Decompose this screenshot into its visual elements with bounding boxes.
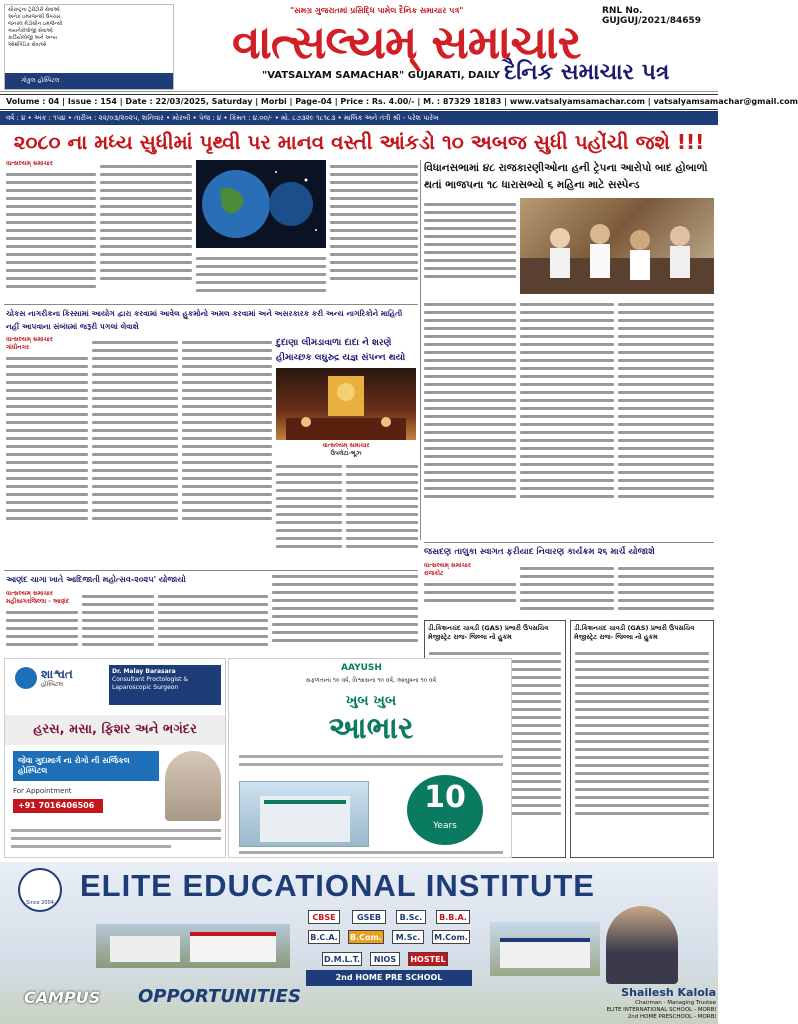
article-6-title: જસદણ તાલુકા સ્વાગત ફરીયાદ નિવારણ કાર્યક્રમ ૨૬ માર્ચે યોજાશે — [424, 547, 655, 557]
doctor-box — [109, 665, 221, 705]
article-4-col-3 — [272, 570, 418, 654]
course-pill: GSEB — [352, 910, 386, 924]
campus-photo-2 — [490, 922, 600, 976]
appointment-label: For Appointment — [13, 787, 72, 795]
course-pill: CBSE — [308, 910, 340, 924]
article-1-col-4 — [330, 160, 418, 302]
notice-1-title: ડી.કિશનચંદ ચાવડી (GAS) પ્રભારી ઉપસચિવ મેજીસ્ટ્રેટ રાજ- જિલ્લા નો હુકમ — [428, 624, 549, 641]
aayush-hospital-ad — [228, 658, 512, 858]
hospital-sub: હોસ્પિટલ — [41, 681, 64, 688]
lead-headline: ૨૦૮૦ ના મધ્ય સુધીમાં પૃથ્વી પર માનવ વસ્તી આંકડો ૧૦ અબજ સુધી પહોંચી જશે !!! — [13, 130, 705, 154]
elite-institute-ad — [0, 862, 718, 1024]
notice-2-body — [575, 647, 709, 853]
doctor-photo — [165, 751, 221, 821]
preschool-banner: 2nd HOME PRE SCHOOL — [306, 970, 472, 986]
notice-2-title: ડી.કિશનચંદ ચાવડી (GAS) પ્રભારી ઉપસચિવ મેજીસ્ટ્રેટ રાજ- જિલ્લા નો હુકમ — [574, 624, 695, 641]
opportunities-word: OPPORTUNITIES — [138, 986, 301, 1007]
ten-years-badge — [407, 775, 483, 845]
thanks-big: આભાર — [328, 711, 414, 746]
temple-yagna-photo — [276, 368, 416, 440]
ad-line: અનેક ઇમરજન્સી ઉપચાર — [8, 14, 61, 20]
elite-title: ELITE EDUCATIONAL INSTITUTE — [80, 868, 595, 903]
ad-line: ઓર્થોપેડિક સેવાઓ — [8, 42, 47, 48]
byline: વાત્સલ્યમ્ સમાચાર — [6, 160, 53, 167]
section-rule — [4, 304, 418, 305]
article-2-col-4 — [618, 298, 714, 538]
article-2-col-1 — [424, 198, 516, 294]
course-pill: D.M.L.T. — [322, 952, 362, 966]
course-pill: HOSTEL — [408, 952, 448, 966]
elite-logo-icon — [18, 868, 62, 912]
chairman-title-1: Chairman - Managing Trustee — [635, 1000, 716, 1006]
article-1-col-1 — [6, 160, 96, 300]
course-pill: M.Sc. — [392, 930, 424, 944]
photo-caption: વાત્સલ્યમ્ સમાચાર — [322, 442, 370, 449]
since-label: Since 2004 — [26, 900, 54, 906]
article-6-col-1 — [424, 562, 516, 616]
volume-line: Volume : 04 | Issue : 154 | Date : 22/03/2025, Saturday | Morbi | Page-04 | Price : Rs. 4.00/- | M. : 87329 18183 | www.vatsalyamsamachar.com | vatsalyamsamachar@gmail.com — [0, 94, 718, 110]
article-3-col-1 — [6, 336, 88, 566]
article-2-col-2 — [424, 298, 516, 538]
byline-place: મહીસાગરજિલ્લા - આણંદ — [6, 598, 70, 605]
subtitle-gujarati: દૈનિક સમાચાર પત્ર — [504, 60, 670, 85]
article-5-col-2 — [82, 590, 154, 654]
campus-photo — [96, 924, 290, 968]
campus-word: CAMPUS — [24, 988, 101, 1007]
aayush-tagline: સફળતાના ૧૦ વર્ષ, વિશ્વાસના ૧૦ વર્ષ, આયુષના ૧૦ વર્ષ — [305, 677, 437, 684]
article-4-col-2 — [346, 460, 418, 566]
course-pill: B.Com. — [348, 930, 384, 944]
shashwat-hospital-ad — [4, 658, 226, 858]
newspaper-logo: વાત્સલ્યમ્ સમાચાર — [232, 15, 581, 69]
article-2-col-3 — [520, 298, 614, 538]
section-rule — [424, 542, 714, 543]
photo-caption-place: ઉપલેટા-ભૂઝ — [330, 450, 362, 457]
notice-box-2 — [570, 620, 714, 858]
earth-image — [196, 160, 326, 248]
article-2-title: વિધાનસભામાં ૪૮ રાજકારણીઓના હની ટ્રેપના આરોપો બાદ હોબાળો થતાં ભાજપના ૧૮ ધારાસભ્યો ૬ મહિના માટે સસ્પેન્ડ — [424, 162, 708, 191]
byline-place: ગાંધીનગર — [6, 344, 30, 351]
chairman-name: Shailesh Kalola — [621, 986, 716, 999]
chairman-title-3: 2nd HOME PRESCHOOL - MORBI — [627, 1014, 716, 1020]
hospital-building-photo — [239, 781, 369, 847]
badge-sub: Years — [433, 821, 457, 831]
hospital-logo-icon — [15, 667, 37, 689]
column-rule — [420, 160, 421, 540]
article-3-col-3 — [182, 336, 272, 566]
byline: વાત્સલ્યમ્ સમાચાર — [6, 590, 53, 597]
article-5-title: આણંદ ચાગા ખાતે આદિજાતી મહોત્સવ-૨૦૨૫' યોજાયો — [6, 575, 186, 584]
gujarati-info-strip: વર્ષ : ૪ • અંક : ૧૫૪ • તારીખ : ૨૨/૦૩/૨૦૨૫, શનિવાર • મોરબી • પેજ : ૪ • કિંમત : ૪.૦૦/- • મો. ૮૭૩૨૯ ૧૮૧૮૩ • માલિક અને તંત્રી શ્રી - પરેશ પારેખ — [0, 111, 718, 125]
ad-subheadline: જેવા ગુદામાર્ગ ના રોગો ની સર્જિકલ હોસ્પિટલ — [13, 751, 159, 781]
tagline: "સમગ્ર ગુજરાતમાં પ્રસિદ્ધિ પામેલ દૈનિક સમાચાર પત્ર" — [290, 6, 464, 15]
masthead — [0, 0, 718, 92]
phone-number: +91 7016406506 — [13, 799, 103, 813]
ad-line: જનરલ મેડીસીન ઇમર્જન્સી — [8, 21, 63, 27]
course-pill: B.C.A. — [308, 930, 340, 944]
ad-headline: હરસ, મસા, ફિશર અને ભગંદર — [5, 715, 225, 745]
byline: વાત્સલ્યમ્ સમાચાર — [424, 562, 471, 569]
doctor-name: Dr. Malay Barasara — [112, 668, 176, 675]
hospital-name: શાશ્વત — [41, 667, 73, 681]
article-5-col-3 — [158, 590, 268, 654]
ad-line: કાર્ડિયોલોજી અને અન્ય — [8, 35, 57, 41]
chairman-title — [560, 1000, 716, 1021]
course-pill: NIOS — [370, 952, 400, 966]
hospital-ad-box — [4, 4, 174, 90]
thanks-small: ખુબ ખુબ — [345, 693, 397, 709]
subtitle-english: "VATSALYAM SAMACHAR" GUJARATI, DAILY — [262, 70, 500, 81]
doctor-title: Consultant Proctologist & Laparoscopic Surgeon — [112, 676, 189, 691]
hospital-name: ગોકુલ હોસ્પિટલ — [5, 73, 173, 89]
article-3-col-2 — [92, 336, 178, 566]
byline-place: રાજકોટ — [424, 570, 444, 577]
article-6-col-2 — [520, 562, 614, 616]
article-1-col-2 — [100, 160, 192, 300]
ad-line: સૌરાષ્ટ્રના ટ્રેરીટોરી સેવાઓ — [8, 7, 60, 13]
course-pill: M.Com. — [432, 930, 470, 944]
article-1-col-3 — [196, 252, 326, 302]
article-4-col-1 — [276, 460, 342, 566]
assembly-photo — [520, 198, 714, 294]
chairman-title-2: ELITE INTERNATIONAL SCHOOL - MORBI — [606, 1007, 716, 1013]
article-3-title: ચોકસ નાગરીકના કિસ્સામાં આયોગ દ્વારા કરવામાં આવેલ હુકમોનો અમલ કરવામાં અને અસરકારક કરી અન્ય નાગરિકોને માહિતી નહીં આપવાના સંબંધમાં જરૂરી પગલાં લેવાશે — [6, 309, 403, 331]
ad-line: ગાયનેકોલોજી સેવાઓ — [8, 28, 53, 34]
badge-number: 10 — [424, 780, 466, 815]
course-pill: B.B.A. — [436, 910, 470, 924]
chairman-photo — [606, 906, 678, 984]
aayush-logo: AAYUSH — [341, 663, 382, 673]
byline: વાત્સલ્યમ્ સમાચાર — [6, 336, 53, 343]
article-5-col-1 — [6, 590, 78, 654]
article-4-title: દુદાણા લીમડાવાળા દાદા ને શરણે હીમાચ્છક લઘુરુદ્ર યજ્ઞ સંપન્ન થયો — [276, 338, 406, 363]
article-6-col-3 — [618, 562, 714, 616]
registration-number: RNL No. GUJGUJ/2021/84659 — [602, 6, 702, 26]
course-pill: B.Sc. — [396, 910, 426, 924]
